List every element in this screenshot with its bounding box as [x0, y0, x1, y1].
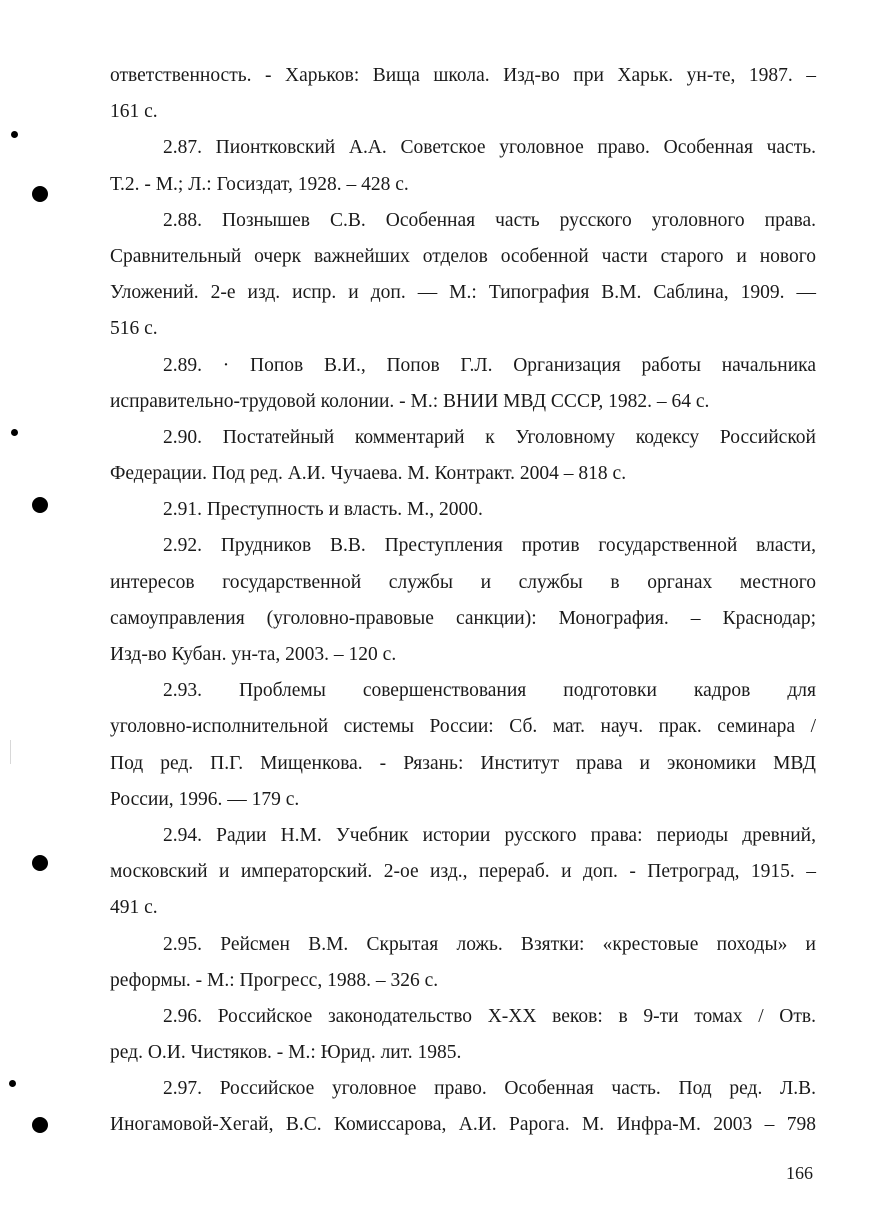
page-number: 166 — [786, 1163, 813, 1183]
reference-entry-line: 2.87. Пионтковский А.А. Советское уголовное право. Особенная часть. — [163, 137, 816, 159]
reference-entry-line: 2.97. Российское уголовное право. Особенная часть. Под ред. Л.В. — [163, 1078, 816, 1100]
text-line: России, 1996. — 179 с. — [110, 788, 300, 810]
punch-hole-mark — [11, 131, 18, 138]
text-line: 161 с. — [110, 101, 158, 123]
reference-entry-line: 2.96. Российское законодательство X-XX веков: в 9-ти томах / Отв. — [163, 1005, 816, 1027]
text-line: Федерации. Под ред. А.И. Чучаева. М. Контракт. 2004 – 818 с. — [110, 463, 627, 485]
text-line: Иногамовой-Хегай, В.С. Комиссарова, А.И. Рарога. М. Инфра-М. 2003 – 798 — [110, 1114, 816, 1136]
punch-hole — [32, 186, 48, 202]
punch-hole-mark — [11, 429, 18, 436]
reference-entry-line: 2.93. Проблемы совершенствования подготовки кадров для — [163, 680, 816, 702]
text-line: ответственность. - Харьков: Вища школа. Изд-во при Харьк. ун-те, 1987. – — [110, 65, 816, 86]
reference-entry-line: 2.92. Прудников В.В. Преступления против государственной власти, — [163, 535, 816, 557]
text-line: исправительно-трудовой колонии. - М.: ВНИИ МВД СССР, 1982. – 64 с. — [110, 390, 710, 412]
text-line: Уложений. 2-е изд. испр. и доп. — М.: Типография В.М. Саблина, 1909. — — [110, 282, 816, 304]
reference-entry-line: 2.90. Постатейный комментарий к Уголовному кодексу Российской — [163, 426, 816, 448]
text-line: Сравнительный очерк важнейших отделов особенной части старого и нового — [110, 245, 816, 267]
text-line: 516 с. — [110, 318, 158, 340]
text-line: реформы. - М.: Прогресс, 1988. – 326 с. — [110, 969, 439, 991]
text-line: интересов государственной службы и службы в органах местного — [110, 571, 816, 593]
text-line: уголовно-исполнительной системы России: Сб. мат. науч. прак. семинара / — [110, 716, 816, 738]
text-line: самоуправления (уголовно-правовые санкции): Монография. – Краснодар; — [110, 607, 816, 629]
punch-hole-mark — [9, 1080, 16, 1087]
punch-hole — [32, 855, 48, 871]
punch-hole — [32, 497, 48, 513]
punch-hole — [32, 1117, 48, 1133]
text-line: 491 с. — [110, 897, 158, 919]
reference-entry-line: 2.88. Познышев С.В. Особенная часть русского уголовного права. — [163, 209, 816, 231]
scan-specks — [10, 740, 11, 764]
reference-entry-line: 2.91. Преступность и власть. М., 2000. — [163, 499, 483, 521]
text-line: Т.2. - М.; Л.: Госиздат, 1928. – 428 с. — [110, 173, 409, 195]
reference-entry-line: 2.89. · Попов В.И., Попов Г.Л. Организация работы начальника — [163, 354, 816, 376]
text-line: ред. О.И. Чистяков. - М.: Юрид. лит. 1985. — [110, 1042, 462, 1064]
text-line: московский и императорский. 2-ое изд., перераб. и доп. - Петроград, 1915. – — [110, 861, 816, 883]
reference-entry-line: 2.95. Рейсмен В.М. Скрытая ложь. Взятки: «крестовые походы» и — [163, 933, 816, 955]
reference-entry-line: 2.94. Радии Н.М. Учебник истории русского права: периоды древний, — [163, 824, 816, 846]
text-line: Под ред. П.Г. Мищенкова. - Рязань: Институт права и экономики МВД — [110, 752, 816, 774]
text-line: Изд-во Кубан. ун-та, 2003. – 120 с. — [110, 644, 397, 665]
body-text — [110, 58, 816, 1144]
